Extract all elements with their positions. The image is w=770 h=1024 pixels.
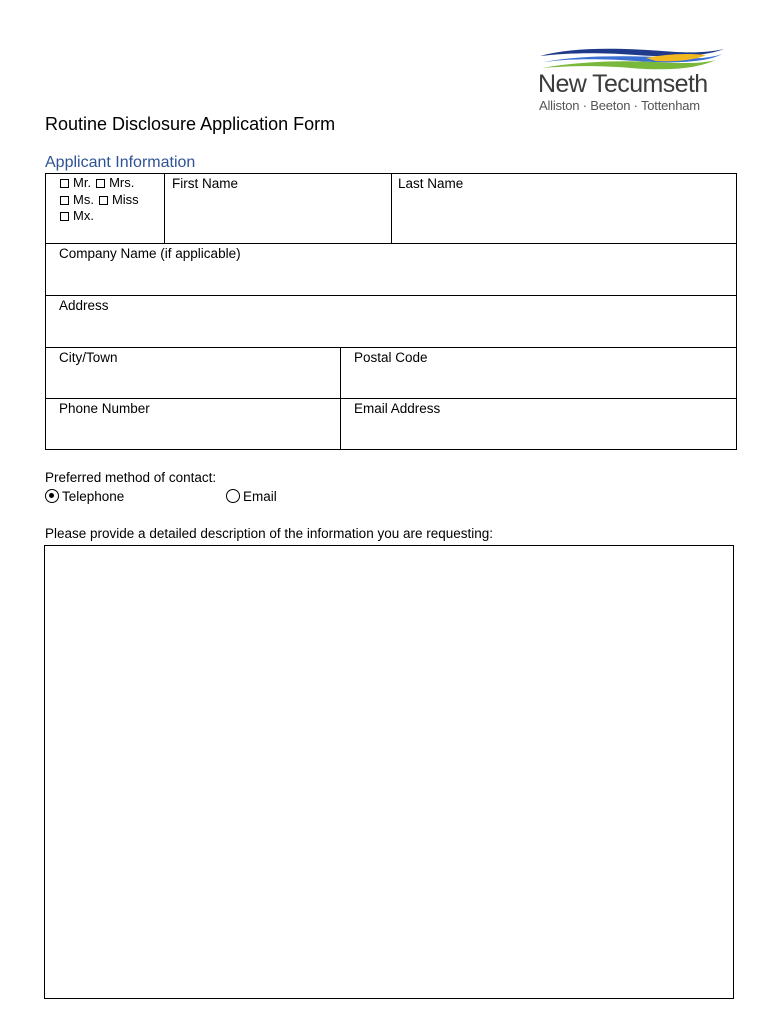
section-title: Applicant Information — [45, 154, 196, 171]
checkbox-icon[interactable] — [99, 196, 108, 205]
address-field[interactable] — [46, 296, 736, 347]
address-label: Address — [59, 298, 109, 313]
last-name-field[interactable] — [392, 174, 736, 243]
phone-label: Phone Number — [59, 401, 150, 416]
logo-subtitle: Alliston · Beeton · Tottenham — [539, 98, 700, 113]
salutation-miss[interactable]: Miss — [99, 192, 139, 209]
postal-code-label: Postal Code — [354, 350, 428, 365]
phone-field[interactable] — [46, 399, 340, 450]
first-name-label: First Name — [172, 176, 239, 191]
company-name-field[interactable] — [46, 244, 736, 295]
radio-unselected-icon[interactable] — [226, 489, 240, 503]
salutation-options — [60, 175, 144, 225]
logo-name: New Tecumseth — [538, 70, 708, 98]
checkbox-icon[interactable] — [60, 196, 69, 205]
radio-selected-icon[interactable] — [45, 489, 59, 503]
new-tecumseth-logo — [536, 44, 736, 116]
salutation-mrs[interactable]: Mrs. — [96, 175, 134, 192]
last-name-label: Last Name — [398, 176, 464, 191]
contact-telephone-option[interactable]: Telephone — [45, 489, 124, 504]
description-textarea[interactable] — [44, 545, 734, 999]
city-label: City/Town — [59, 350, 118, 365]
description-label: Please provide a detailed description of the information you are requesting: — [45, 526, 494, 541]
salutation-mx[interactable]: Mx. — [60, 208, 94, 225]
checkbox-icon[interactable] — [96, 179, 105, 188]
page-title: Routine Disclosure Application Form — [45, 114, 336, 134]
checkbox-icon[interactable] — [60, 212, 69, 221]
email-field[interactable] — [341, 399, 736, 450]
city-field[interactable] — [46, 348, 340, 398]
checkbox-icon[interactable] — [60, 179, 69, 188]
first-name-field[interactable] — [165, 174, 391, 243]
postal-code-field[interactable] — [341, 348, 736, 398]
salutation-mr[interactable]: Mr. — [60, 175, 91, 192]
applicant-info-table — [45, 173, 737, 450]
salutation-ms[interactable]: Ms. — [60, 192, 94, 209]
company-name-label: Company Name (if applicable) — [59, 246, 241, 261]
contact-method-label: Preferred method of contact: — [45, 470, 217, 485]
email-label: Email Address — [354, 401, 441, 416]
contact-email-option[interactable]: Email — [226, 489, 277, 504]
salutation-cell — [46, 174, 164, 243]
